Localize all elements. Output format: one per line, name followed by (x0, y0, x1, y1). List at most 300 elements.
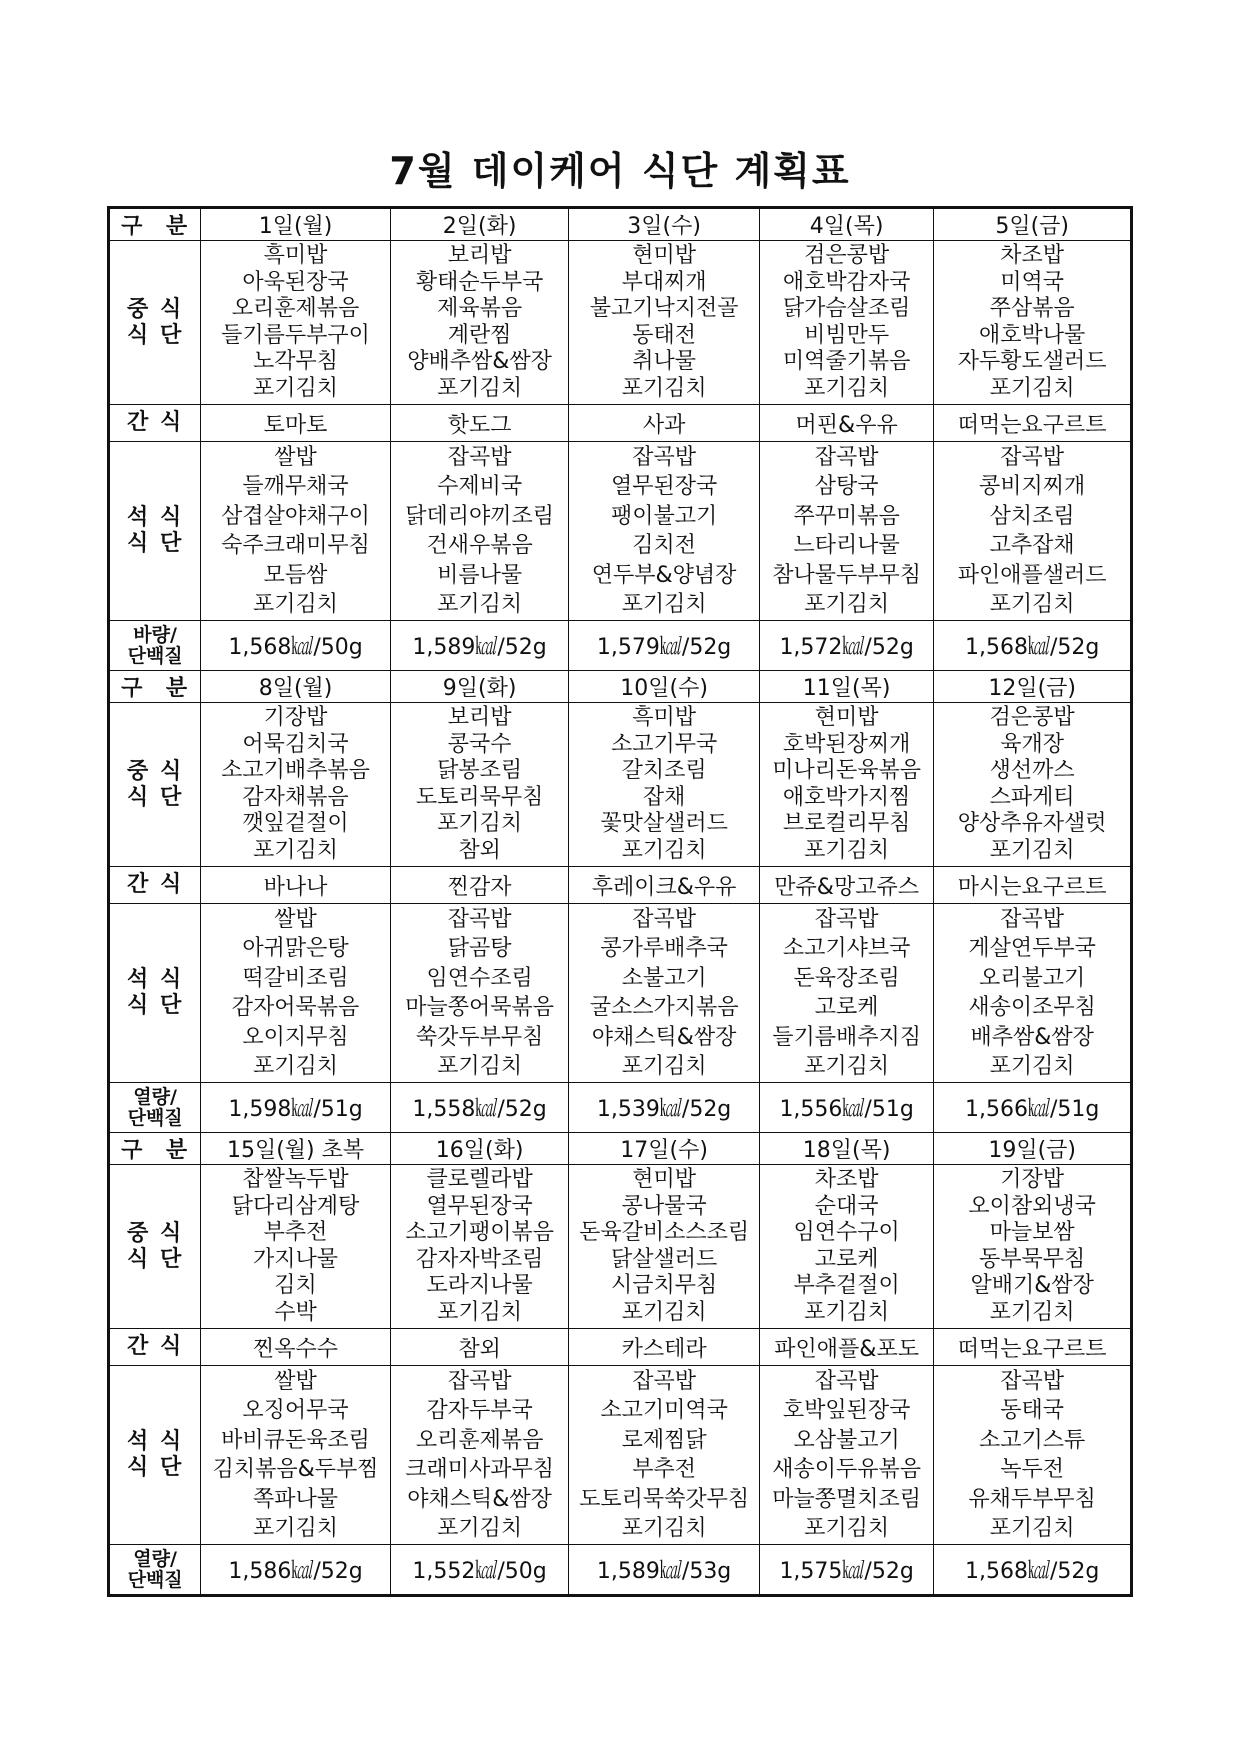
menu-item: 야채스틱&쌈장 (407, 1486, 552, 1512)
menu-item: 들기름배추지짐 (772, 1024, 921, 1050)
snack-cell: 카스테라 (569, 1329, 760, 1366)
menu-item: 오리불고기 (979, 965, 1086, 991)
day-header: 5일(금) (934, 208, 1132, 241)
snack-label (109, 405, 201, 442)
division-text (121, 209, 189, 240)
menu-item: 닭데리야끼조림 (405, 503, 554, 529)
division-text (121, 671, 189, 702)
calories-label-text: 바량/ (133, 623, 177, 646)
menu-item: 포기김치 (989, 1299, 1075, 1325)
calories-label (109, 621, 201, 671)
menu-item: 포기김치 (804, 1299, 890, 1325)
calories-cell: 1,566㎉/51g (934, 1083, 1132, 1133)
menu-item: 자두황도샐러드 (957, 349, 1107, 374)
menu-item: 소고기스튜 (979, 1427, 1086, 1453)
menu-item: 오이지무침 (242, 1024, 349, 1050)
menu-item: 돈육갈비소스조림 (579, 1220, 750, 1245)
week-header-row (109, 208, 1132, 241)
dinner-menu-cell (934, 904, 1132, 1083)
menu-item: 콩가루배추국 (600, 936, 728, 961)
dinner-menu-cell (759, 1366, 934, 1545)
lunch-menu-cell (569, 703, 760, 867)
day-header: 8일(월) (201, 671, 391, 703)
menu-item: 잡채 (642, 784, 686, 810)
menu-item: 야채스틱&쌈장 (591, 1024, 737, 1050)
menu-item: 아욱된장국 (242, 269, 349, 295)
calories-cell: 1,572㎉/52g (759, 621, 934, 671)
calories-cell: 1,579㎉/52g (569, 621, 760, 671)
menu-item: 포기김치 (989, 837, 1075, 863)
lunch-row (109, 1165, 1132, 1329)
week-header-row (109, 1133, 1132, 1165)
calories-label-text: 열량/ (133, 1085, 177, 1108)
menu-item: 현미밥 (632, 1167, 696, 1192)
menu-item: 녹두전 (1000, 1457, 1065, 1482)
menu-item: 삼탕국 (814, 474, 879, 499)
menu-item: 콩국수 (447, 731, 512, 757)
day-header: 2일(화) (390, 208, 569, 241)
day-header: 10일(수) (569, 671, 760, 703)
menu-item: 잡곡밥 (632, 1368, 696, 1394)
menu-item: 보리밥 (447, 705, 512, 730)
dinner-menu-cell (201, 1366, 391, 1545)
dinner-menu-cell (390, 904, 569, 1083)
menu-item: 숙주크래미무침 (221, 533, 370, 558)
dinner-label-text: 석 식 (127, 505, 184, 530)
menu-item: 동태전 (632, 322, 696, 348)
menu-item: 보리밥 (447, 243, 512, 268)
menu-item: 포기김치 (437, 375, 523, 401)
day-header: 9일(화) (390, 671, 569, 703)
day-header: 15일(월) 초복 (201, 1133, 391, 1165)
snack-row (109, 405, 1132, 442)
menu-item: 포기김치 (621, 837, 707, 863)
menu-item: 포기김치 (253, 1516, 339, 1541)
menu-item: 포기김치 (253, 1054, 339, 1079)
dinner-row (109, 442, 1132, 621)
menu-item: 찹쌀녹두밥 (242, 1167, 349, 1192)
lunch-menu-cell (201, 703, 391, 867)
menu-item: 연두부&양념장 (591, 562, 737, 588)
dinner-row (109, 904, 1132, 1083)
menu-item: 잡곡밥 (1000, 444, 1065, 470)
menu-item: 소불고기 (621, 965, 707, 991)
menu-item: 포기김치 (989, 1054, 1075, 1079)
menu-item: 포기김치 (989, 1516, 1075, 1541)
menu-item: 동부묵무침 (979, 1246, 1086, 1272)
calories-cell: 1,558㎉/52g (390, 1083, 569, 1133)
dinner-menu-cell (934, 442, 1132, 621)
menu-item: 감자자박조림 (415, 1246, 544, 1272)
snack-cell: 토마토 (201, 405, 391, 442)
day-header: 1일(월) (201, 208, 391, 241)
menu-item: 검은콩밥 (804, 243, 890, 268)
menu-item: 포기김치 (621, 1299, 707, 1325)
menu-item: 참외 (458, 837, 501, 863)
day-header: 17일(수) (569, 1133, 760, 1165)
snack-cell: 파인애플&포도 (759, 1329, 934, 1366)
division-label (109, 208, 201, 241)
dinner-label (109, 904, 201, 1083)
day-header: 3일(수) (569, 208, 760, 241)
division-text-2: 분 (165, 214, 190, 239)
menu-item: 가지나물 (253, 1246, 339, 1272)
snack-cell: 떠먹는요구르트 (934, 405, 1132, 442)
calories-label (109, 1545, 201, 1596)
menu-item: 바비큐돈육조림 (221, 1427, 370, 1453)
snack-cell: 찐옥수수 (201, 1329, 391, 1366)
calories-cell: 1,586㎉/52g (201, 1545, 391, 1596)
menu-item: 포기김치 (804, 1054, 890, 1079)
menu-item: 제육볶음 (437, 296, 523, 321)
lunch-label-text: 식 단 (127, 1246, 184, 1272)
lunch-label (109, 703, 201, 867)
lunch-label (109, 1165, 201, 1329)
dinner-label-text: 식 단 (127, 1455, 184, 1480)
dinner-menu-cell (569, 1366, 760, 1545)
menu-item: 잡곡밥 (1000, 1368, 1065, 1394)
menu-item: 잡곡밥 (632, 444, 696, 470)
menu-item: 로제찜닭 (621, 1427, 707, 1453)
menu-item: 알배기&쌈장 (970, 1273, 1094, 1298)
menu-item: 현미밥 (632, 243, 696, 268)
menu-item: 잡곡밥 (814, 444, 879, 470)
menu-item: 황태순두부국 (415, 269, 544, 295)
lunch-label-text: 중 식 (127, 1220, 184, 1246)
snack-cell: 떠먹는요구르트 (934, 1329, 1132, 1366)
calories-cell: 1,575㎉/52g (759, 1545, 934, 1596)
menu-item: 오징어무국 (242, 1398, 349, 1423)
calories-cell: 1,539㎉/52g (569, 1083, 760, 1133)
menu-item: 새송이두유볶음 (772, 1457, 921, 1482)
dinner-label (109, 442, 201, 621)
menu-item: 흑미밥 (632, 705, 696, 730)
menu-item: 쭈꾸미볶음 (793, 503, 900, 529)
menu-item: 닭가슴살조림 (782, 296, 911, 321)
dinner-menu-cell (759, 442, 934, 621)
dinner-label-text: 식 단 (127, 993, 184, 1018)
menu-item: 양배추쌈&쌈장 (407, 349, 552, 374)
menu-item: 양상추유자샐럿 (957, 811, 1107, 836)
lunch-menu-cell (390, 241, 569, 405)
menu-item: 비빔만두 (804, 322, 890, 348)
menu-item: 포기김치 (437, 811, 523, 836)
menu-item: 애호박감자국 (782, 269, 911, 295)
dinner-menu-cell (569, 442, 760, 621)
menu-item: 꽃맛살샐러드 (600, 811, 728, 836)
menu-item: 잡곡밥 (814, 1368, 879, 1394)
lunch-label-text: 중 식 (127, 758, 184, 784)
division-text-1: 구 (121, 214, 145, 239)
menu-item: 기장밥 (1000, 1167, 1065, 1192)
menu-item: 쪽파나물 (253, 1486, 339, 1512)
menu-item: 아귀맑은탕 (242, 936, 349, 961)
menu-item: 기장밥 (263, 705, 328, 730)
menu-item: 포기김치 (804, 592, 890, 617)
calories-cell: 1,598㎉/51g (201, 1083, 391, 1133)
menu-item: 애호박가지찜 (782, 784, 911, 810)
menu-item: 잡곡밥 (447, 444, 512, 470)
menu-item: 유채두부무침 (968, 1486, 1096, 1512)
dinner-menu-cell (934, 1366, 1132, 1545)
menu-item: 크래미사과무침 (405, 1457, 554, 1482)
lunch-label-text: 식 단 (127, 784, 184, 810)
menu-item: 검은콩밥 (989, 705, 1075, 730)
menu-item: 감자채볶음 (242, 784, 349, 810)
menu-item: 소고기샤브국 (782, 936, 911, 961)
menu-item: 쌀밥 (274, 1368, 317, 1394)
dinner-row (109, 1366, 1132, 1545)
menu-item: 돈육장조림 (793, 965, 900, 991)
snack-cell: 만쥬&망고쥬스 (759, 867, 934, 904)
menu-item: 순대국 (814, 1193, 879, 1219)
calories-cell: 1,568㎉/50g (201, 621, 391, 671)
menu-item: 포기김치 (804, 375, 890, 401)
page-title: 7월 데이케어 식단 계획표 (389, 149, 851, 193)
day-header: 18일(목) (759, 1133, 934, 1165)
lunch-label-text: 중 식 (127, 296, 184, 322)
menu-item: 호박잎된장국 (782, 1398, 911, 1423)
dinner-label (109, 1366, 201, 1545)
menu-item: 쌀밥 (274, 906, 317, 932)
menu-item: 오이참외냉국 (968, 1193, 1096, 1219)
menu-item: 미나리돈육볶음 (772, 758, 921, 783)
lunch-menu-cell (569, 1165, 760, 1329)
dinner-menu-cell (201, 442, 391, 621)
division-text-1: 구 (121, 1138, 145, 1163)
calories-row (109, 621, 1132, 671)
meal-plan-table (107, 206, 1133, 1597)
lunch-label (109, 241, 201, 405)
menu-item: 포기김치 (253, 592, 339, 617)
menu-item: 콩나물국 (621, 1193, 707, 1219)
menu-item: 부추전 (263, 1220, 328, 1245)
menu-item: 콩비지찌개 (979, 474, 1086, 499)
menu-item: 열무된장국 (610, 474, 718, 499)
menu-item: 동태국 (1000, 1398, 1065, 1423)
menu-item: 느타리나물 (793, 533, 900, 558)
menu-item: 참나물두부무침 (772, 562, 921, 588)
division-text-2: 분 (165, 1138, 190, 1163)
menu-item: 오삼불고기 (793, 1427, 900, 1453)
menu-item: 수박 (274, 1299, 317, 1325)
menu-item: 흑미밥 (263, 243, 328, 268)
menu-item: 잡곡밥 (447, 906, 512, 932)
menu-item: 부추전 (632, 1457, 696, 1482)
lunch-menu-cell (390, 1165, 569, 1329)
menu-item: 포기김치 (437, 592, 523, 617)
menu-item: 포기김치 (989, 375, 1075, 401)
menu-item: 모듬쌈 (263, 562, 328, 588)
lunch-menu-cell (759, 241, 934, 405)
menu-item: 잡곡밥 (814, 906, 879, 932)
calories-cell: 1,568㎉/52g (934, 621, 1132, 671)
menu-item: 잡곡밥 (632, 906, 696, 932)
menu-item: 수제비국 (437, 474, 523, 499)
menu-item: 클로렐라밥 (426, 1167, 533, 1192)
menu-item: 포기김치 (621, 375, 707, 401)
menu-item: 배추쌈&쌈장 (970, 1024, 1094, 1050)
menu-item: 차조밥 (1000, 243, 1065, 268)
menu-item: 삼치조림 (989, 503, 1075, 529)
menu-item: 닭살샐러드 (610, 1246, 718, 1272)
menu-item: 스파게티 (989, 784, 1075, 810)
menu-item: 갈치조림 (621, 758, 707, 783)
menu-item: 도토리묵쑥갓무침 (579, 1486, 750, 1512)
menu-item: 소고기팽이볶음 (405, 1220, 554, 1245)
menu-item: 임연수조림 (426, 965, 533, 991)
snack-cell: 찐감자 (390, 867, 569, 904)
menu-item: 육개장 (1000, 731, 1065, 757)
menu-item: 포기김치 (437, 1516, 523, 1541)
snack-label-text: 간 식 (127, 872, 184, 897)
menu-item: 떡갈비조림 (242, 965, 349, 991)
menu-item: 시금치무침 (610, 1273, 718, 1298)
menu-item: 브로컬리무침 (782, 811, 911, 836)
menu-item: 마늘쫑어묵볶음 (405, 995, 554, 1020)
dinner-menu-cell (759, 904, 934, 1083)
menu-item: 닭곰탕 (447, 936, 512, 961)
day-header: 4일(목) (759, 208, 934, 241)
snack-cell: 사과 (569, 405, 760, 442)
menu-item: 생선까스 (989, 758, 1075, 783)
menu-item: 김치볶음&두부찜 (212, 1457, 379, 1482)
menu-item: 건새우볶음 (426, 533, 533, 558)
menu-item: 포기김치 (804, 837, 890, 863)
calories-row (109, 1545, 1132, 1596)
menu-item: 호박된장찌개 (782, 731, 911, 757)
menu-item: 포기김치 (621, 1054, 707, 1079)
menu-item: 삼겹살야채구이 (221, 503, 370, 529)
menu-item: 포기김치 (804, 1516, 890, 1541)
menu-item: 새송이조무침 (968, 995, 1096, 1020)
division-text (121, 1133, 189, 1164)
menu-item: 김치전 (632, 533, 696, 558)
day-header: 11일(목) (759, 671, 934, 703)
dinner-menu-cell (569, 904, 760, 1083)
menu-item: 닭봉조림 (437, 758, 523, 783)
division-text-1: 구 (121, 676, 145, 701)
menu-item: 어묵김치국 (242, 731, 349, 757)
menu-item: 미역줄기볶음 (782, 349, 911, 374)
menu-item: 부대찌개 (621, 269, 707, 295)
menu-item: 마늘보쌈 (989, 1220, 1075, 1245)
menu-item: 팽이불고기 (610, 503, 718, 529)
calories-label-text: 단백질 (127, 1106, 183, 1129)
menu-item: 깻잎겉절이 (242, 811, 349, 836)
menu-item: 김치 (274, 1273, 317, 1298)
snack-cell: 참외 (390, 1329, 569, 1366)
menu-item: 굴소스가지볶음 (589, 995, 739, 1020)
lunch-menu-cell (201, 1165, 391, 1329)
menu-item: 쑥갓두부무침 (415, 1024, 544, 1050)
menu-item: 쌀밥 (274, 444, 317, 470)
menu-item: 들깨무채국 (242, 474, 349, 499)
menu-item: 고추잡채 (989, 533, 1075, 558)
menu-item: 오리훈제볶음 (415, 1427, 544, 1453)
dinner-label-text: 식 단 (127, 531, 184, 556)
division-label (109, 671, 201, 703)
lunch-label-text: 식 단 (127, 322, 184, 348)
lunch-menu-cell (390, 703, 569, 867)
lunch-menu-cell (934, 241, 1132, 405)
menu-item: 포기김치 (621, 1516, 707, 1541)
calories-label-text: 단백질 (127, 644, 183, 667)
menu-item: 포기김치 (437, 1054, 523, 1079)
menu-item: 소고기미역국 (600, 1398, 728, 1423)
menu-item: 포기김치 (621, 592, 707, 617)
menu-item: 포기김치 (437, 1299, 523, 1325)
menu-item: 포기김치 (253, 375, 339, 401)
day-header: 12일(금) (934, 671, 1132, 703)
menu-item: 잡곡밥 (1000, 906, 1065, 932)
menu-item: 게살연두부국 (968, 936, 1096, 961)
calories-label-text: 단백질 (127, 1568, 183, 1591)
menu-item: 소고기배추볶음 (221, 758, 370, 783)
snack-row (109, 1329, 1132, 1366)
dinner-label-text: 석 식 (127, 967, 184, 992)
division-text-2: 분 (165, 676, 190, 701)
snack-cell: 바나나 (201, 867, 391, 904)
menu-item: 부추겉절이 (793, 1273, 900, 1298)
lunch-menu-cell (934, 1165, 1132, 1329)
calories-cell: 1,568㎉/52g (934, 1545, 1132, 1596)
menu-item: 현미밥 (814, 705, 879, 730)
menu-item: 오리훈제볶음 (231, 296, 360, 321)
menu-item: 차조밥 (814, 1167, 879, 1192)
menu-item: 감자어묵볶음 (231, 995, 360, 1020)
menu-item: 포기김치 (253, 837, 339, 863)
lunch-menu-cell (759, 1165, 934, 1329)
dinner-label-text: 석 식 (127, 1429, 184, 1454)
snack-cell: 머핀&우유 (759, 405, 934, 442)
snack-label (109, 867, 201, 904)
menu-item: 도라지나물 (426, 1273, 533, 1298)
calories-cell: 1,556㎉/51g (759, 1083, 934, 1133)
menu-item: 고로케 (814, 995, 879, 1020)
menu-item: 소고기무국 (610, 731, 718, 757)
menu-item: 닭다리삼계탕 (231, 1193, 360, 1219)
menu-item: 포기김치 (989, 592, 1075, 617)
snack-row (109, 867, 1132, 904)
calories-label (109, 1083, 201, 1133)
menu-item: 임연수구이 (793, 1220, 900, 1245)
menu-item: 감자두부국 (426, 1398, 533, 1423)
menu-item: 파인애플샐러드 (957, 562, 1107, 588)
menu-item: 애호박나물 (979, 322, 1086, 348)
snack-label-text: 간 식 (127, 410, 184, 435)
menu-item: 고로케 (814, 1246, 879, 1272)
menu-item: 열무된장국 (426, 1193, 533, 1219)
menu-item: 잡곡밥 (447, 1368, 512, 1394)
menu-item: 도토리묵무침 (415, 784, 544, 810)
snack-label-text: 간 식 (127, 1334, 184, 1359)
lunch-menu-cell (569, 241, 760, 405)
day-header: 19일(금) (934, 1133, 1132, 1165)
calories-cell: 1,589㎉/53g (569, 1545, 760, 1596)
menu-item: 취나물 (632, 349, 696, 374)
menu-item: 불고기낙지전골 (589, 296, 739, 321)
calories-cell: 1,552㎉/50g (390, 1545, 569, 1596)
menu-item: 들기름두부구이 (221, 322, 370, 348)
dinner-menu-cell (390, 1366, 569, 1545)
lunch-row (109, 241, 1132, 405)
week-header-row (109, 671, 1132, 703)
lunch-menu-cell (201, 241, 391, 405)
snack-cell: 핫도그 (390, 405, 569, 442)
menu-item: 마늘쫑멸치조림 (772, 1486, 921, 1512)
calories-cell: 1,589㎉/52g (390, 621, 569, 671)
